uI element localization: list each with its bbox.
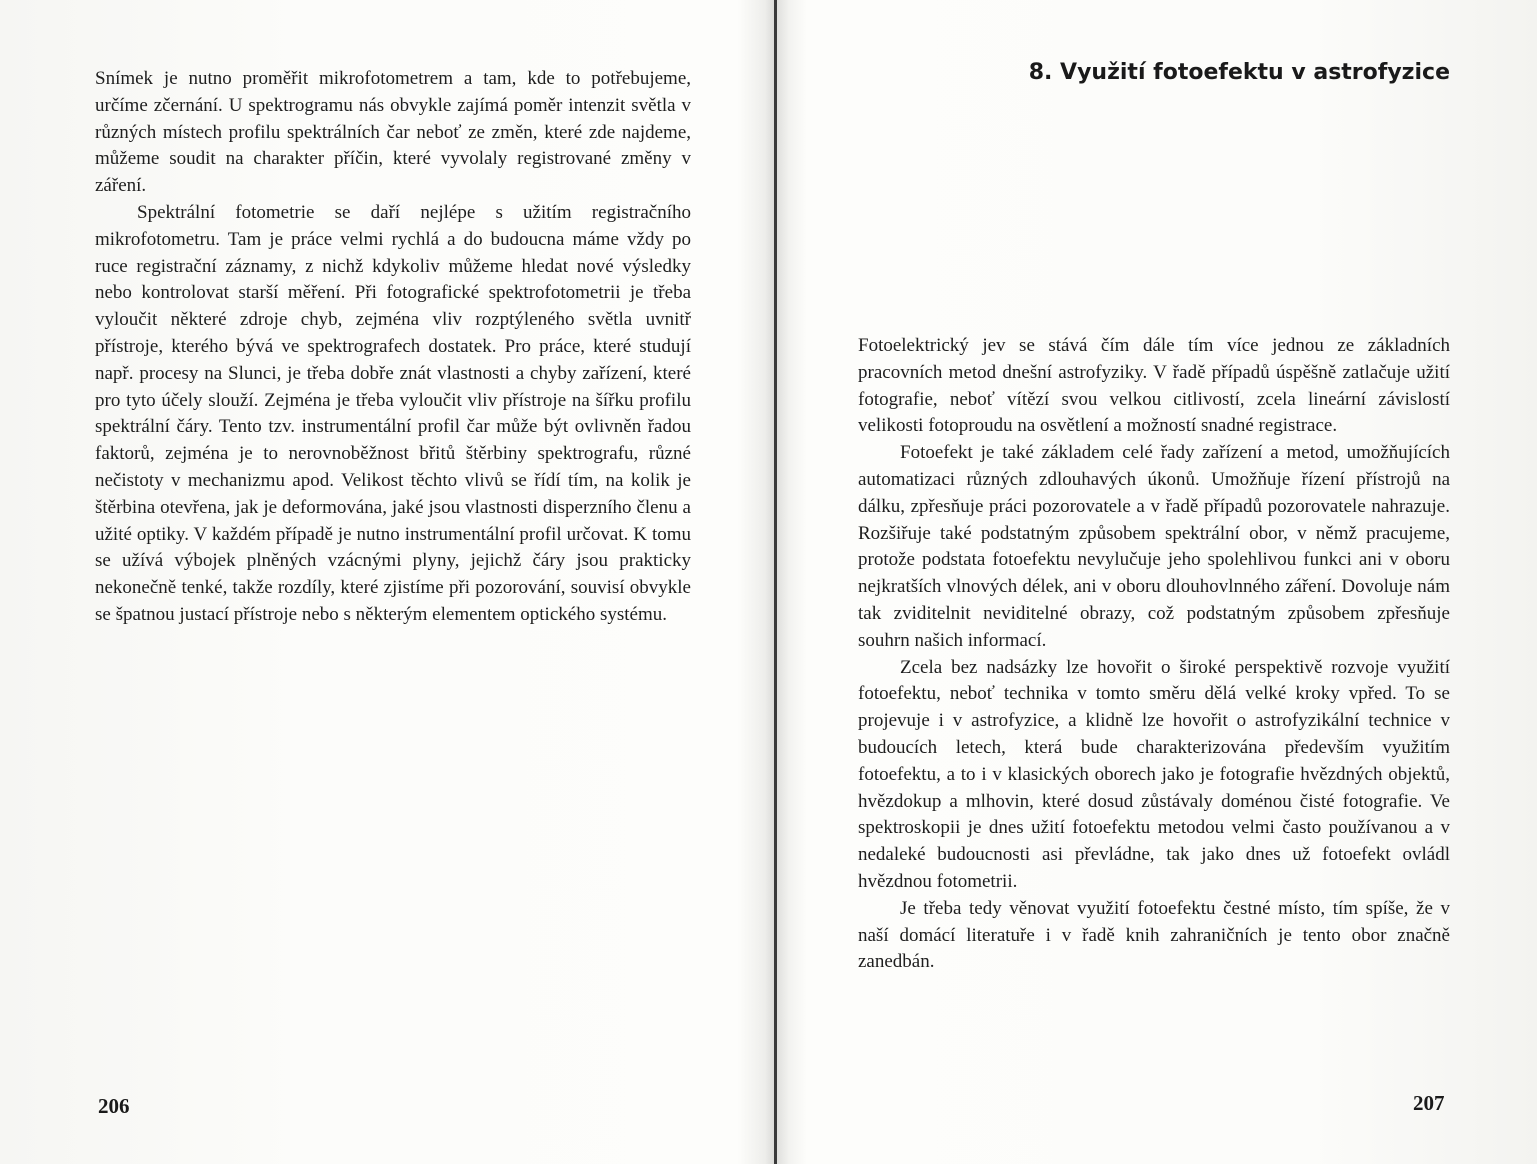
left-paragraph-1: Snímek je nutno proměřit mikrofotometrem a tam, kde to potřebujeme, určíme zčernání. U spektrogramu nás obvykle zajímá poměr intenzit světla v různých místech profilu spektrálních čar neboť ze změn, které zde najdeme, můžeme soudit na charakter příčin, které vyvolaly registrované změny v záření. [95,68,691,197]
page-number-right: 207 [1413,1091,1445,1115]
book-gutter [774,0,777,1164]
right-paragraph-2: Fotoefekt je také základem celé řady zařízení a metod, umožňujících automatizaci různých zdlouhavých úkonů. Umožňuje řízení přístrojů na dálku, zpřesňuje práci pozorovatele a v řadě případů pozorovatele nahrazuje. Rozšiřuje také podstatným způsobem spektrální obor, v němž pracujeme, protože podstata fotoefektu nevylučuje jeho spolehlivou funkci ani v oboru nejkratších vlnových délek, ani v oboru dlouhovlnného záření. Dovoluje nám tak zviditelnit neviditelné obrazy, což podstatným způsobem zpřesňuje souhrn našich informací. [858,442,1450,651]
left-paragraph-2: Spektrální fotometrie se daří nejlépe s užitím registračního mikrofotometru. Tam je práce velmi rychlá a do budoucna máme vždy po ruce registrační záznamy, z nichž kdykoliv můžeme hledat nové výsledky nebo kontrolovat starší měření. Při fotografické spektrofotometrii je třeba vyloučit některé zdroje chyb, zejména vliv rozptýleného světla uvnitř přístroje, kterého bývá ve spektrografech dostatek. Pro práce, které studují např. procesy na Slunci, je třeba dobře znát vlastnosti a chyby zařízení, které pro tyto účely slouží. Zejména je třeba vyloučit vliv přístroje na šířku profilu spektrální čáry. Tento tzv. instrumentální profil čar může být ovlivněn řadou faktorů, zejména je to nerovnoběžnost břitů štěrbiny spektrografu, různé nečistoty v mechanizmu apod. Velikost těchto vlivů se řídí tím, na kolik je štěrbina otevřena, jak je deformována, jaké jsou vlastnosti disperzního členu a užité optiky. V každém případě je nutno instrumentální profil určovat. K tomu se užívá výbojek plněných vzácnými plyny, jejichž čáry jsou prakticky nekonečně tenké, takže rozdíly, které zjistíme při pozorování, souvisí obvykle se špatnou justací přístroje nebo s některým elementem optického systému. [95,201,691,625]
page-number-left: 206 [98,1094,130,1118]
right-page-body [858,333,1450,976]
left-page-body [95,66,691,629]
chapter-title: 8. Využití fotoefektu v astrofyzice [1028,60,1450,85]
right-paragraph-3: Zcela bez nadsázky lze hovořit o široké perspektivě rozvoje využití fotoefektu, neboť technika v tomto směru dělá velké kroky vpřed. To se projevuje i v astrofyzice, a klidně lze hovořit o astrofyzikální technice v budoucích letech, která bude charakterizována především využitím fotoefektu, a to i v klasických oborech jako je fotografie hvězdných objektů, hvězdokup a mlhovin, které dosud zůstávaly doménou čisté fotografie. Ve spektroskopii je dnes užití fotoefektu metodou velmi často používanou a v nedaleké budoucnosti asi převládne, tak jako dnes už fotoefekt ovládl hvězdnou fotometrii. [858,656,1450,892]
right-paragraph-1: Fotoelektrický jev se stává čím dále tím více jednou ze základních pracovních metod dnešní astrofyziky. V řadě případů úspěšně zatlačuje užití fotografie, neboť vítězí svou velkou citlivostí, zcela lineární závislostí velikosti fotoproudu na osvětlení a možností snadné registrace. [858,335,1450,437]
right-page [780,0,1537,1164]
right-paragraph-4: Je třeba tedy věnovat využití fotoefektu čestné místo, tím spíše, že v naší domácí literatuře i v řadě knih zahraničních je tento obor značně zanedbán. [858,897,1450,973]
